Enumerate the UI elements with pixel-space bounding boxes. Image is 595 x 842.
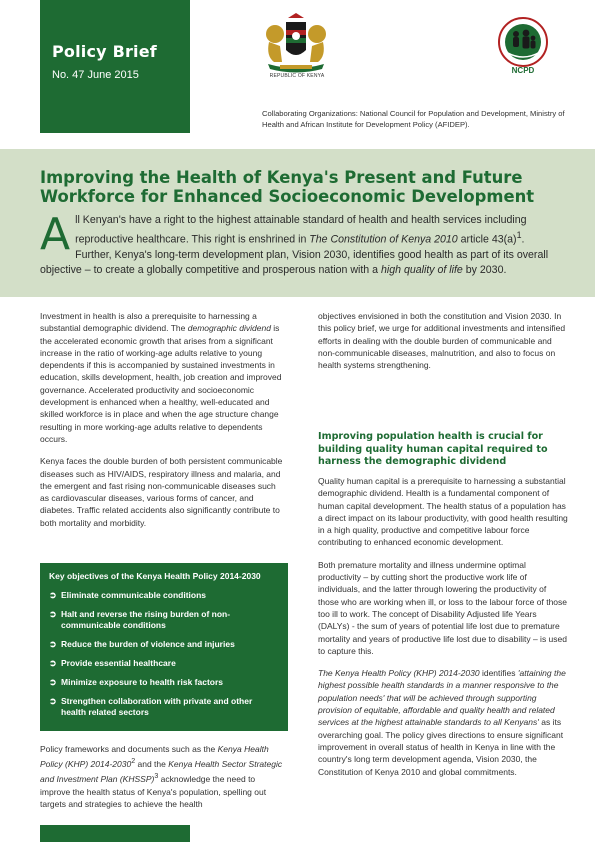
key-objectives-box <box>40 563 288 731</box>
paragraph-double-burden: Kenya faces the double burden of both persistent communicable diseases such as HIV/AIDS, respiratory illness and malaria, and the emergent and fast rising non-communicable diseases such as cardiovascular diseases, various forms of cancer, and diabetes. Traffic related accidents also significantly contribute to both mortality and morbidity. <box>40 456 283 528</box>
arrow-bullet-icon: ➲ <box>49 590 57 600</box>
arrow-bullet-icon: ➲ <box>49 677 57 687</box>
paragraph-policy-frameworks: Policy frameworks and documents such as the Kenya Health Policy (KHP) 2014-2030$^2$ and the Kenya Health Sector Strategic and Investment Plan (KHSSP)$^3$ acknowledge the need to improve the health status of Kenya's population, spelling out targets and strategies to achieve the health <box>40 744 283 809</box>
objective-item: ➲ Reduce the burden of violence and injuries <box>49 639 235 649</box>
footer-bar <box>40 825 190 842</box>
paragraph-human-capital: Quality human capital is a prerequisite to harnessing a substantial demographic dividend. Health is a fundamental component of human capital development. The health status of a population has a direct impact on its labour productivity, with good health resulting in a high quality, productive and competitive labour force contributing to enhanced economic development. <box>318 476 568 548</box>
arrow-bullet-icon: ➲ <box>49 696 57 706</box>
objective-item: ➲ Halt and reverse the rising burden of non-communicable conditions <box>49 609 231 630</box>
coat-of-arms-caption: REPUBLIC OF KENYA <box>269 73 325 79</box>
paragraph-objectives-envisioned: objectives envisioned in both the constitution and Vision 2030. In this policy brief, we urge for additional investments and intensified efforts in dealing with the double burden of communicable and non-communicable diseases, malnutrition, and also to focus on health systems strengthening. <box>318 311 566 371</box>
intro-paragraph: All Kenyan's have a right to the highest attainable standard of health and health services including reproductive healthcare. This right is enshrined in The Constitution of Kenya 2010 article $43(a)^1$. Further, Kenya's long-term development plan, Vision 2030, identifies good health as part of its overall objective – to create a globally competitive and prosperous nation with a high quality of life by 2030. <box>40 209 549 276</box>
brief-title: Policy Brief <box>52 42 157 61</box>
objectives-title: Key objectives of the Kenya Health Policy 2014-2030 <box>49 571 261 581</box>
right-column-continued <box>318 475 568 788</box>
right-column <box>318 310 568 381</box>
arrow-bullet-icon: ➲ <box>49 658 57 668</box>
objective-item: ➲ Provide essential healthcare <box>49 658 176 668</box>
collaborating-organizations: Collaborating Organizations: National Council for Population and Development, Ministry of Health and African Institute for Development Policy (AFIDEP). <box>262 109 565 129</box>
drop-cap: A <box>40 209 71 260</box>
left-column-continued <box>40 743 286 820</box>
kenya-coat-of-arms-icon <box>262 12 330 74</box>
left-column <box>40 310 286 539</box>
brief-issue: No. 47 June 2015 <box>52 69 139 81</box>
paragraph-dalys: Both premature mortality and illness undermine optimal productivity – by cutting short the productive work life of individuals, and the latter through lowering the productivity of those who are working when ill, or loss to the labour force of those too ill to work. The concept of Disability Adjusted life Years (DALYs) - the sum of years of potential life lost due to premature mortality and years of productive life lost due to disability – is used to capture this. <box>318 559 567 656</box>
arrow-bullet-icon: ➲ <box>49 639 57 649</box>
policy-brief-banner <box>40 0 190 133</box>
arrow-bullet-icon: ➲ <box>49 609 57 619</box>
objective-item: ➲ Minimize exposure to health risk factors <box>49 677 224 687</box>
objective-item: ➲ Strengthen collaboration with private and other health related sectors <box>49 696 253 717</box>
paragraph-demographic-dividend: Investment in health is also a prerequisite to harnessing a substantial demographic dividend. The demographic dividend is the accelerated economic growth that arises from a significant increase in the ratio of working-age adults relative to young dependents if this is accompanied by sustained investments in education, skills development, health, job creation and improved governance. Accelerated productivity and socioeconomic development is enhanced when a healthy, well-educated and skilled workforce is in place and when the age structure change resulting in more working-age adults relative to dependents occurs. <box>40 311 282 444</box>
document-title: Improving the Health of Kenya's Present and Future Workforce for Enhanced Socioeconomic Development <box>40 168 535 206</box>
ncpd-label: NCPD <box>511 66 535 75</box>
paragraph-khp-goal: The Kenya Health Policy (KHP) 2014-2030 identifies 'attaining the highest possible health standards in a manner responsive to the population needs' that will be achieved through supporting provision of equitable, affordable and quality health and related services at the highest attainable standards to all Kenyans' as its overarching goal. The policy gives directions to ensure significant improvement in overall status of health in Kenya in line with the country's long term development agenda, Vision 2030, the Constitution of Kenya 2010 and global commitments. <box>318 668 566 777</box>
objective-item: ➲ Eliminate communicable conditions <box>49 590 206 600</box>
section-heading: Improving population health is crucial for building quality human capital required to harness the demographic dividend <box>318 431 548 467</box>
